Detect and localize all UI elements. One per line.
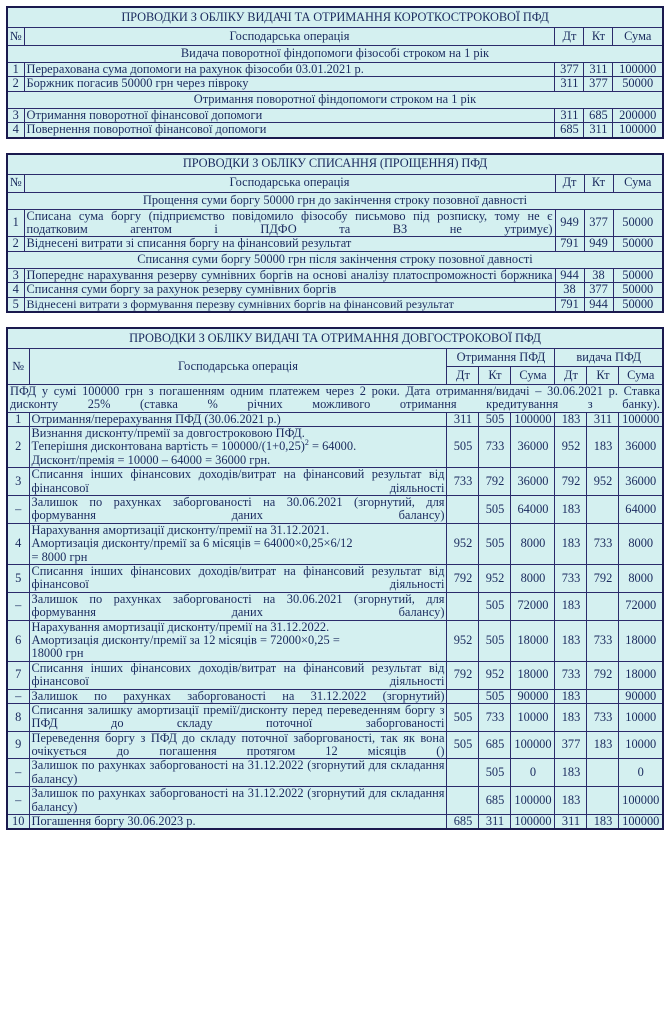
- row-num: –: [7, 787, 29, 815]
- row-issue-kt: [587, 759, 619, 787]
- row-operation-line: Нарахування амортизації дисконту/премії на 31.12.2021.: [31, 522, 330, 537]
- row-receive-kt: 952: [479, 661, 511, 689]
- table-row: [7, 523, 663, 564]
- row-num: 4: [7, 523, 29, 564]
- row-issue-sum: 18000: [619, 620, 663, 661]
- row-issue-kt: [587, 496, 619, 524]
- table-row: [7, 283, 663, 297]
- row-receive-sum: 36000: [511, 468, 555, 496]
- table-row: [7, 592, 663, 620]
- table-row: [7, 268, 663, 282]
- row-operation: [29, 427, 447, 468]
- table3-col-operation: Господарська операція: [29, 348, 447, 384]
- row-issue-dt: 377: [555, 731, 587, 759]
- row-operation: [29, 523, 447, 564]
- row-operation: Погашення боргу 30.06.2023 р.: [29, 815, 447, 830]
- row-num: 3: [7, 108, 24, 122]
- row-issue-sum: 0: [619, 759, 663, 787]
- row-kt: 377: [584, 209, 613, 237]
- row-receive-kt: 505: [479, 412, 511, 426]
- row-operation-line: Визнання дисконту/премії за довгостроковою ПФД.: [31, 426, 305, 441]
- row-operation: Переведення боргу з ПФД до складу поточної заборгованості, так як вона очікується до погашення протягом 12 місяців (): [29, 731, 447, 759]
- row-operation: [29, 620, 447, 661]
- table-row: [7, 703, 663, 731]
- row-receive-dt: 685: [447, 815, 479, 830]
- row-issue-sum: 36000: [619, 427, 663, 468]
- row-receive-dt: [447, 759, 479, 787]
- row-receive-sum: 10000: [511, 703, 555, 731]
- row-num: 1: [7, 209, 24, 237]
- row-operation-line: 18000 грн: [31, 646, 84, 661]
- table3-group-receive: Отримання ПФД: [447, 348, 555, 366]
- row-dt: 38: [555, 283, 584, 297]
- row-operation: Віднесені витрати зі списання боргу на фінансовий результат: [24, 237, 555, 251]
- row-issue-kt: 183: [587, 731, 619, 759]
- table3-header-row-groups: [7, 348, 663, 366]
- row-kt: 685: [584, 108, 613, 122]
- row-issue-kt: [587, 689, 619, 703]
- row-operation-line: Амортизація дисконту/премії за 12 місяців = 72000×0,25 =: [31, 632, 340, 647]
- row-issue-sum: 100000: [619, 815, 663, 830]
- row-receive-dt: [447, 496, 479, 524]
- row-receive-dt: [447, 787, 479, 815]
- row-issue-dt: 183: [555, 689, 587, 703]
- row-num: 7: [7, 661, 29, 689]
- row-issue-dt: 733: [555, 564, 587, 592]
- row-issue-sum: 10000: [619, 731, 663, 759]
- row-kt: 377: [584, 283, 613, 297]
- row-receive-dt: 733: [447, 468, 479, 496]
- row-issue-sum: 100000: [619, 412, 663, 426]
- row-issue-kt: 792: [587, 661, 619, 689]
- row-num: 4: [7, 123, 24, 138]
- row-issue-dt: 311: [555, 815, 587, 830]
- row-operation: Списання суми боргу за рахунок резерву сумнівних боргів: [24, 283, 555, 297]
- table2-col-operation: Господарська операція: [24, 174, 555, 192]
- table2-section-band: [7, 251, 663, 268]
- row-kt: 38: [584, 268, 613, 282]
- row-receive-sum: 8000: [511, 564, 555, 592]
- row-issue-dt: 183: [555, 592, 587, 620]
- row-operation: Списання інших фінансових доходів/витрат на фінансовий результат від фінансової діяльності: [29, 661, 447, 689]
- row-dt: 311: [555, 108, 584, 122]
- row-receive-kt: 505: [479, 689, 511, 703]
- row-receive-sum: 100000: [511, 412, 555, 426]
- table2-section-band: [7, 192, 663, 209]
- row-receive-kt: 952: [479, 564, 511, 592]
- table-row: [7, 731, 663, 759]
- row-operation: Залишок по рахунках заборгованості на 31.12.2022 (згорнутий для складання балансу): [29, 787, 447, 815]
- row-sum: 50000: [613, 77, 663, 91]
- table1-title: ПРОВОДКИ З ОБЛІКУ ВИДАЧІ ТА ОТРИМАННЯ КОРОТКОСТРОКОВОЇ ПФД: [7, 7, 663, 28]
- row-receive-sum: 36000: [511, 427, 555, 468]
- table-row: [7, 759, 663, 787]
- row-kt: 949: [584, 237, 613, 251]
- row-issue-dt: 183: [555, 620, 587, 661]
- row-sum: 200000: [613, 108, 663, 122]
- row-receive-dt: 311: [447, 412, 479, 426]
- row-issue-dt: 733: [555, 661, 587, 689]
- table3-note: ПФД у сумі 100000 грн з погашенням одним платежем через 2 роки. Дата отримання/видачі – 30.06.2021 р. Ставка дисконту 25% (ставка % річних можливого отримання кредитування з банку).: [7, 384, 663, 412]
- table1-col-dt: Дт: [555, 28, 584, 46]
- table3-title: ПРОВОДКИ З ОБЛІКУ ВИДАЧІ ТА ОТРИМАННЯ ДОВГОСТРОКОВОЇ ПФД: [7, 328, 663, 349]
- row-issue-dt: 183: [555, 412, 587, 426]
- table-spacer: [6, 313, 664, 327]
- table-short-term-pfd: [6, 6, 664, 139]
- row-receive-dt: [447, 689, 479, 703]
- table2-band-label: Списання суми боргу 50000 грн після закінчення строку позовної давності: [7, 251, 663, 268]
- row-operation: Списання інших фінансових доходів/витрат на фінансовий результат від фінансової діяльності: [29, 468, 447, 496]
- row-issue-kt: 792: [587, 564, 619, 592]
- table-row: [7, 661, 663, 689]
- table-row: [7, 468, 663, 496]
- table-row: [7, 620, 663, 661]
- row-sum: 50000: [613, 297, 663, 312]
- table1-section-band: [7, 46, 663, 63]
- table-row: [7, 297, 663, 312]
- row-issue-dt: 183: [555, 703, 587, 731]
- row-operation: Боржник погасив 50000 грн через півроку: [24, 77, 555, 91]
- table2-title: ПРОВОДКИ З ОБЛІКУ СПИСАННЯ (ПРОЩЕННЯ) ПФД: [7, 154, 663, 175]
- table-row: [7, 63, 663, 77]
- row-kt: 377: [584, 77, 613, 91]
- row-receive-dt: 952: [447, 523, 479, 564]
- row-kt: 311: [584, 123, 613, 138]
- row-num: 9: [7, 731, 29, 759]
- table1-title-row: [7, 7, 663, 28]
- row-dt: 377: [555, 63, 584, 77]
- table1-col-operation: Господарська операція: [24, 28, 555, 46]
- row-receive-sum: 18000: [511, 620, 555, 661]
- row-operation: Залишок по рахунках заборгованості на 30.06.2021 (згорнутий, для формування даних балансу): [29, 496, 447, 524]
- row-receive-kt: 685: [479, 787, 511, 815]
- row-issue-sum: 18000: [619, 661, 663, 689]
- row-operation: Залишок по рахунках заборгованості на 31.12.2022 (згорнутий): [29, 689, 447, 703]
- row-dt: 949: [555, 209, 584, 237]
- row-num: 8: [7, 703, 29, 731]
- row-issue-dt: 183: [555, 523, 587, 564]
- row-receive-sum: 72000: [511, 592, 555, 620]
- row-issue-sum: 72000: [619, 592, 663, 620]
- row-issue-kt: 733: [587, 620, 619, 661]
- row-issue-kt: 733: [587, 523, 619, 564]
- table-row: [7, 237, 663, 251]
- row-issue-sum: 10000: [619, 703, 663, 731]
- row-receive-sum: 0: [511, 759, 555, 787]
- table3-group-issue: видача ПФД: [555, 348, 663, 366]
- row-issue-sum: 100000: [619, 787, 663, 815]
- table-row: [7, 123, 663, 138]
- table-debt-forgiveness-pfd: [6, 153, 664, 313]
- row-receive-sum: 100000: [511, 731, 555, 759]
- table2-col-kt: Кт: [584, 174, 613, 192]
- row-receive-kt: 792: [479, 468, 511, 496]
- row-dt: 311: [555, 77, 584, 91]
- row-kt: 311: [584, 63, 613, 77]
- table-row: [7, 77, 663, 91]
- row-issue-sum: 36000: [619, 468, 663, 496]
- row-issue-sum: 64000: [619, 496, 663, 524]
- table-row: [7, 689, 663, 703]
- row-operation: Залишок по рахунках заборгованості на 31.12.2022 (згорнутий для складання балансу): [29, 759, 447, 787]
- row-operation: Попереднє нарахування резерву сумнівних боргів на основі аналізу платоспроможності боржника: [24, 268, 555, 282]
- table3-note-row: [7, 384, 663, 412]
- row-receive-sum: 8000: [511, 523, 555, 564]
- table2-band-label: Прощення суми боргу 50000 грн до закінчення строку позовної давності: [7, 192, 663, 209]
- table1-band-label: Видача поворотної фіндопомоги фізособі строком на 1 рік: [7, 46, 663, 63]
- row-dt: 944: [555, 268, 584, 282]
- row-receive-sum: 18000: [511, 661, 555, 689]
- row-sum: 50000: [613, 268, 663, 282]
- row-num: –: [7, 592, 29, 620]
- row-receive-dt: 792: [447, 564, 479, 592]
- row-num: 1: [7, 63, 24, 77]
- row-num: 1: [7, 412, 29, 426]
- row-issue-kt: 311: [587, 412, 619, 426]
- row-issue-dt: 183: [555, 496, 587, 524]
- table3-issue-col-dt: Дт: [555, 366, 587, 384]
- table1-col-kt: Кт: [584, 28, 613, 46]
- row-receive-kt: 505: [479, 620, 511, 661]
- row-operation: Віднесені витрати з формування перезву сумнівних боргів на фінансовий результат: [24, 297, 555, 312]
- table2-col-num: №: [7, 174, 24, 192]
- table3-col-num: №: [7, 348, 29, 384]
- table-row: [7, 787, 663, 815]
- row-operation: Отримання поворотної фінансової допомоги: [24, 108, 555, 122]
- row-receive-kt: 505: [479, 496, 511, 524]
- row-num: 2: [7, 237, 24, 251]
- row-receive-sum: 90000: [511, 689, 555, 703]
- table-row: [7, 564, 663, 592]
- row-issue-dt: 952: [555, 427, 587, 468]
- row-issue-kt: [587, 787, 619, 815]
- table1-col-sum: Сума: [613, 28, 663, 46]
- row-operation-line: Нарахування амортизації дисконту/премії на 31.12.2022.: [31, 619, 330, 634]
- table1-band-label: Отримання поворотної фіндопомоги строком на 1 рік: [7, 91, 663, 108]
- table2-title-row: [7, 154, 663, 175]
- row-issue-dt: 183: [555, 787, 587, 815]
- table-row: [7, 108, 663, 122]
- table1-section-band: [7, 91, 663, 108]
- row-operation-line: Дисконт/премія = 10000 – 64000 = 36000 грн.: [31, 452, 271, 467]
- row-num: –: [7, 689, 29, 703]
- table-row: [7, 412, 663, 426]
- row-receive-kt: 733: [479, 703, 511, 731]
- row-operation: Списання залишку амортизації премії/дисконту перед переведенням боргу з ПФД до складу поточної заборгованості: [29, 703, 447, 731]
- row-issue-dt: 183: [555, 759, 587, 787]
- table3-title-row: [7, 328, 663, 349]
- row-num: 2: [7, 77, 24, 91]
- row-receive-sum: 64000: [511, 496, 555, 524]
- row-sum: 50000: [613, 209, 663, 237]
- row-sum: 50000: [613, 283, 663, 297]
- row-receive-kt: 311: [479, 815, 511, 830]
- row-num: –: [7, 496, 29, 524]
- row-operation-line: Теперішня дисконтована вартість = $100000/(1+0,25)^2 = 64000$.: [31, 438, 357, 454]
- row-receive-dt: 792: [447, 661, 479, 689]
- row-kt: 944: [584, 297, 613, 312]
- row-receive-kt: 505: [479, 759, 511, 787]
- row-receive-dt: [447, 592, 479, 620]
- table3-receive-col-dt: Дт: [447, 366, 479, 384]
- row-operation: Отримання/перерахування ПФД (30.06.2021 р.): [29, 412, 447, 426]
- row-num: –: [7, 759, 29, 787]
- row-issue-sum: 8000: [619, 564, 663, 592]
- row-operation-line: = 8000 грн: [31, 549, 88, 564]
- row-receive-kt: 733: [479, 427, 511, 468]
- row-issue-sum: 8000: [619, 523, 663, 564]
- row-num: 3: [7, 468, 29, 496]
- table1-header-row: [7, 28, 663, 46]
- row-issue-kt: 733: [587, 703, 619, 731]
- row-operation: Перерахована сума допомоги на рахунок фізособи 03.01.2021 р.: [24, 63, 555, 77]
- row-operation-line: Амортизація дисконту/премії за 6 місяців = 64000×0,25×6/12: [31, 536, 353, 551]
- row-receive-dt: 505: [447, 731, 479, 759]
- row-num: 2: [7, 427, 29, 468]
- table3-issue-col-sum: Сума: [619, 366, 663, 384]
- table3-issue-col-kt: Кт: [587, 366, 619, 384]
- row-issue-sum: 90000: [619, 689, 663, 703]
- row-receive-dt: 505: [447, 703, 479, 731]
- table-row: [7, 815, 663, 830]
- row-receive-kt: 505: [479, 523, 511, 564]
- row-num: 5: [7, 564, 29, 592]
- row-receive-kt: 685: [479, 731, 511, 759]
- table3-receive-col-kt: Кт: [479, 366, 511, 384]
- row-issue-kt: [587, 592, 619, 620]
- row-num: 3: [7, 268, 24, 282]
- row-issue-kt: 183: [587, 815, 619, 830]
- table-spacer: [6, 139, 664, 153]
- row-dt: 791: [555, 237, 584, 251]
- row-operation: Списання інших фінансових доходів/витрат на фінансовий результат від фінансової діяльності: [29, 564, 447, 592]
- table-row: [7, 209, 663, 237]
- row-num: 4: [7, 283, 24, 297]
- table2-header-row: [7, 174, 663, 192]
- row-sum: 100000: [613, 123, 663, 138]
- table-row: [7, 496, 663, 524]
- row-operation: Залишок по рахунках заборгованості на 30.06.2021 (згорнутий, для формування даних балансу): [29, 592, 447, 620]
- table3-receive-col-sum: Сума: [511, 366, 555, 384]
- table2-col-sum: Сума: [613, 174, 663, 192]
- row-issue-kt: 183: [587, 427, 619, 468]
- row-dt: 791: [555, 297, 584, 312]
- table2-col-dt: Дт: [555, 174, 584, 192]
- row-issue-dt: 792: [555, 468, 587, 496]
- row-issue-kt: 952: [587, 468, 619, 496]
- table-long-term-pfd: [6, 327, 664, 831]
- table1-col-num: №: [7, 28, 24, 46]
- row-sum: 100000: [613, 63, 663, 77]
- row-receive-kt: 505: [479, 592, 511, 620]
- row-receive-dt: 952: [447, 620, 479, 661]
- row-receive-sum: 100000: [511, 815, 555, 830]
- row-num: 5: [7, 297, 24, 312]
- row-sum: 50000: [613, 237, 663, 251]
- row-receive-sum: 100000: [511, 787, 555, 815]
- row-num: 10: [7, 815, 29, 830]
- row-operation: Повернення поворотної фінансової допомоги: [24, 123, 555, 138]
- table-row: [7, 427, 663, 468]
- row-receive-dt: 505: [447, 427, 479, 468]
- row-dt: 685: [555, 123, 584, 138]
- row-operation: Списана сума боргу (підприємство повідомило фізособу письмово під розписку, тому не є податковим агентом і ПДФО та ВЗ не утримує): [24, 209, 555, 237]
- row-num: 6: [7, 620, 29, 661]
